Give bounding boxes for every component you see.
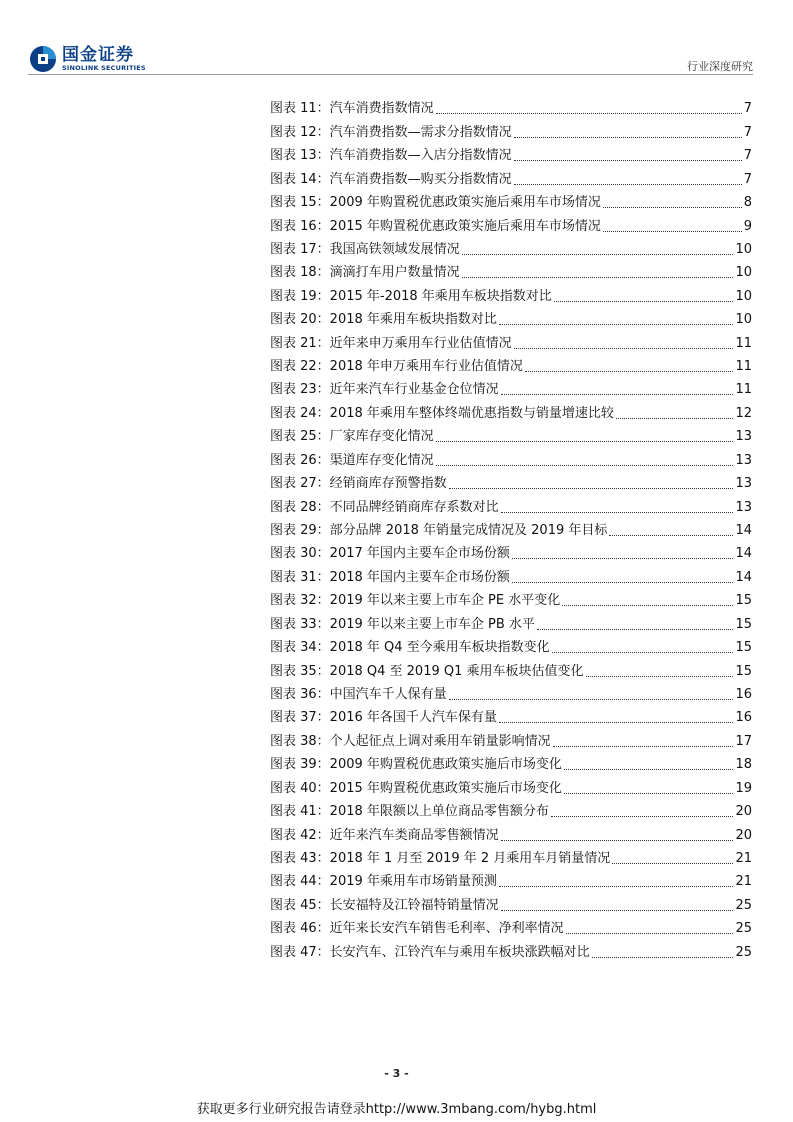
page-header [0,0,793,80]
toc-row[interactable] [270,820,752,843]
toc-label: 图表 33：2019 年以来主要上市车企 PB 水平 [270,616,535,632]
toc-leader-dots [499,721,734,723]
toc-leader-dots [436,112,742,114]
toc-leader-dots [436,440,734,442]
toc-page-number: 25 [735,944,752,960]
toc-label: 图表 17：我国高铁领域发展情况 [270,241,460,257]
toc-page-number: 20 [735,827,752,843]
report-section-label: 行业深度研究 [687,60,753,73]
page-number: - 3 - [384,1067,409,1080]
toc-row[interactable] [270,281,752,304]
toc-leader-dots [449,698,734,700]
toc-row[interactable] [270,469,752,492]
toc-row[interactable] [270,867,752,890]
toc-label: 图表 22：2018 年申万乘用车行业估值情况 [270,359,523,375]
toc-row[interactable] [270,797,752,820]
toc-row[interactable] [270,445,752,468]
toc-row[interactable] [270,609,752,632]
toc-leader-dots [499,323,734,325]
toc-page-number: 8 [743,195,752,211]
toc-row[interactable] [270,211,752,234]
toc-leader-dots [603,206,742,208]
toc-row[interactable] [270,375,752,398]
toc-row[interactable] [270,141,752,164]
toc-row[interactable] [270,656,752,679]
toc-row[interactable] [270,773,752,796]
toc-page-number: 20 [735,804,752,820]
header-divider [28,74,753,75]
toc-label: 图表 40：2015 年购置税优惠政策实施后市场变化 [270,780,562,796]
toc-page-number: 21 [735,850,752,866]
toc-label: 图表 13：汽车消费指数—入店分指数情况 [270,148,512,164]
toc-row[interactable] [270,117,752,140]
toc-row[interactable] [270,703,752,726]
toc-page-number: 21 [735,874,752,890]
toc-page-number: 10 [735,312,752,328]
toc-page-number: 14 [735,569,752,585]
toc-leader-dots [562,604,733,606]
toc-leader-dots [553,745,734,747]
toc-label: 图表 41：2018 年限额以上单位商品零售额分布 [270,804,549,820]
toc-row[interactable] [270,328,752,351]
footer-link-text[interactable]: 获取更多行业研究报告请登录http://www.3mbang.com/hybg.html [196,1102,597,1117]
toc-label: 图表 29：部分品牌 2018 年销量完成情况及 2019 年目标 [270,523,608,539]
toc-page-number: 12 [735,405,752,421]
toc-leader-dots [512,581,734,583]
toc-page-number: 7 [743,101,752,117]
toc-leader-dots [603,230,742,232]
toc-page-number: 18 [735,757,752,773]
toc-page-number: 25 [735,921,752,937]
toc-label: 图表 45：长安福特及江铃福特销量情况 [270,897,499,913]
toc-label: 图表 26：渠道库存变化情况 [270,452,434,468]
logo-mark-icon [28,44,58,74]
toc-leader-dots [514,183,742,185]
toc-leader-dots [592,956,734,958]
toc-page-number: 25 [735,897,752,913]
toc-leader-dots [564,768,734,770]
toc-page-number: 13 [735,476,752,492]
toc-label: 图表 19：2015 年-2018 年乘用车板块指数对比 [270,288,552,304]
toc-row[interactable] [270,235,752,258]
toc-label: 图表 38：个人起征点上调对乘用车销量影响情况 [270,733,551,749]
toc-page-number: 14 [735,546,752,562]
toc-label: 图表 28：不同品牌经销商库存系数对比 [270,499,499,515]
toc-page-number: 17 [735,733,752,749]
toc-row[interactable] [270,398,752,421]
toc-leader-dots [566,932,734,934]
toc-leader-dots [616,417,734,419]
toc-page-number: 19 [735,780,752,796]
toc-row[interactable] [270,164,752,187]
toc-label: 图表 11：汽车消费指数情况 [270,101,434,117]
toc-row[interactable] [270,305,752,328]
toc-row[interactable] [270,680,752,703]
toc-page-number: 10 [735,241,752,257]
toc-page-number: 13 [735,429,752,445]
toc-page-number: 15 [735,616,752,632]
company-logo [28,44,146,74]
toc-row[interactable] [270,633,752,656]
toc-label: 图表 14：汽车消费指数—购买分指数情况 [270,171,512,187]
toc-page-number: 11 [735,359,752,375]
figure-list [270,94,752,961]
toc-leader-dots [525,370,734,372]
toc-page-number: 16 [735,710,752,726]
toc-label: 图表 44：2019 年乘用车市场销量预测 [270,874,497,890]
toc-row[interactable] [270,750,752,773]
toc-label: 图表 34：2018 年 Q4 至今乘用车板块指数变化 [270,640,550,656]
toc-leader-dots [564,792,734,794]
toc-label: 图表 25：厂家库存变化情况 [270,429,434,445]
toc-leader-dots [551,815,734,817]
toc-label: 图表 18：滴滴打车用户数量情况 [270,265,460,281]
toc-page-number: 10 [735,288,752,304]
logo-en-text: SINOLINK SECURITIES [62,64,146,72]
toc-label: 图表 46：近年来长安汽车销售毛利率、净利率情况 [270,921,564,937]
toc-label: 图表 43：2018 年 1 月至 2019 年 2 月乘用车月销量情况 [270,850,611,866]
toc-leader-dots [436,464,734,466]
toc-label: 图表 37：2016 年各国千人汽车保有量 [270,710,497,726]
toc-page-number: 7 [743,148,752,164]
toc-page-number: 9 [743,218,752,234]
toc-row[interactable] [270,539,752,562]
toc-label: 图表 12：汽车消费指数—需求分指数情况 [270,124,512,140]
toc-label: 图表 20：2018 年乘用车板块指数对比 [270,312,497,328]
toc-page-number: 11 [735,382,752,398]
toc-leader-dots [449,487,734,489]
toc-row[interactable] [270,914,752,937]
toc-leader-dots [462,276,734,278]
toc-row[interactable] [270,937,752,960]
toc-row[interactable] [270,258,752,281]
toc-leader-dots [514,347,734,349]
toc-leader-dots [501,393,734,395]
toc-page-number: 10 [735,265,752,281]
toc-leader-dots [586,675,734,677]
toc-page-number: 16 [735,686,752,702]
toc-page-number: 13 [735,499,752,515]
toc-leader-dots [537,628,734,630]
toc-leader-dots [514,136,742,138]
toc-label: 图表 24：2018 年乘用车整体终端优惠指数与销量增速比较 [270,405,614,421]
toc-row[interactable] [270,890,752,913]
toc-page-number: 7 [743,124,752,140]
toc-leader-dots [609,534,733,536]
toc-label: 图表 21：近年来申万乘用车行业估值情况 [270,335,512,351]
toc-row[interactable] [270,586,752,609]
toc-leader-dots [501,839,734,841]
toc-label: 图表 47：长安汽车、江铃汽车与乘用车板块涨跌幅对比 [270,944,590,960]
toc-label: 图表 30：2017 年国内主要车企市场份额 [270,546,510,562]
toc-page-number: 11 [735,335,752,351]
toc-page-number: 15 [735,663,752,679]
toc-row[interactable] [270,94,752,117]
toc-label: 图表 16：2015 年购置税优惠政策实施后乘用车市场情况 [270,218,601,234]
toc-row[interactable] [270,492,752,515]
toc-leader-dots [499,885,734,887]
toc-page-number: 15 [735,593,752,609]
toc-page-number: 15 [735,640,752,656]
toc-leader-dots [514,159,742,161]
toc-page-number: 14 [735,523,752,539]
toc-row[interactable] [270,188,752,211]
toc-label: 图表 31：2018 年国内主要车企市场份额 [270,569,510,585]
toc-row[interactable] [270,516,752,539]
toc-leader-dots [512,557,734,559]
toc-leader-dots [462,253,734,255]
toc-leader-dots [501,909,734,911]
toc-leader-dots [554,300,734,302]
logo-cn-text: 国金证券 [62,45,134,65]
toc-row[interactable] [270,726,752,749]
toc-page-number: 7 [743,171,752,187]
toc-row[interactable] [270,844,752,867]
toc-label: 图表 35：2018 Q4 至 2019 Q1 乘用车板块估值变化 [270,663,584,679]
toc-row[interactable] [270,562,752,585]
toc-leader-dots [552,651,734,653]
toc-label: 图表 15：2009 年购置税优惠政策实施后乘用车市场情况 [270,195,601,211]
toc-label: 图表 42：近年来汽车类商品零售额情况 [270,827,499,843]
toc-label: 图表 27：经销商库存预警指数 [270,476,447,492]
toc-leader-dots [501,511,734,513]
toc-leader-dots [612,862,733,864]
toc-row[interactable] [270,422,752,445]
toc-label: 图表 23：近年来汽车行业基金仓位情况 [270,382,499,398]
toc-label: 图表 32：2019 年以来主要上市车企 PE 水平变化 [270,593,561,609]
toc-page-number: 13 [735,452,752,468]
toc-row[interactable] [270,352,752,375]
toc-label: 图表 36：中国汽车千人保有量 [270,686,447,702]
toc-label: 图表 39：2009 年购置税优惠政策实施后市场变化 [270,757,562,773]
